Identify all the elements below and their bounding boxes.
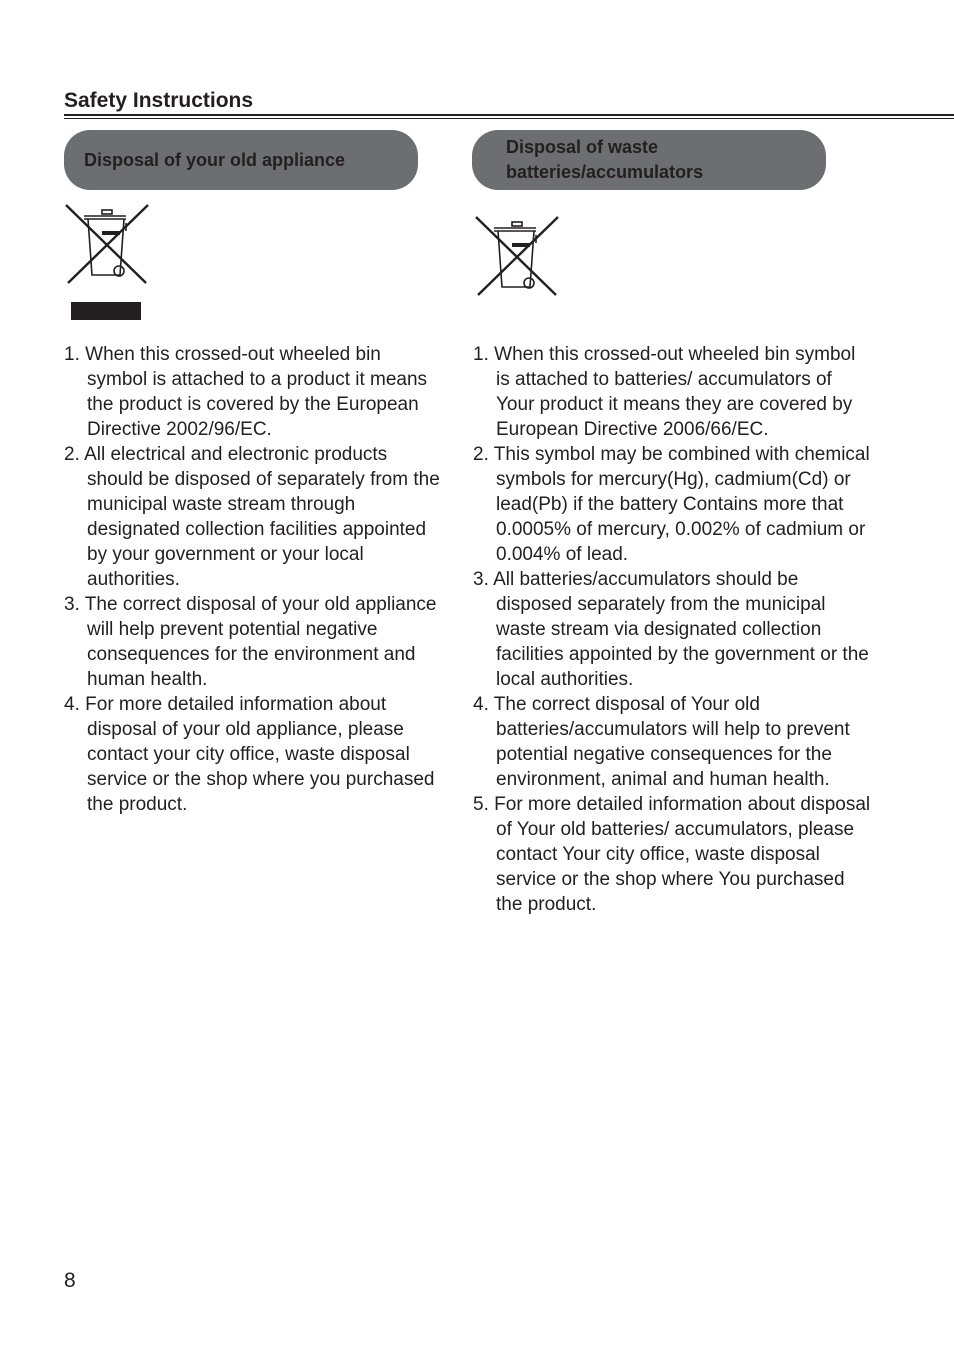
- page-number: 8: [64, 1269, 76, 1292]
- list-item: 4. The correct disposal of Your old batteries/accumulators will help to prevent potential negative consequences for the environment, animal and human health.: [473, 694, 850, 790]
- list-item: 1. When this crossed-out wheeled bin symbol is attached to batteries/ accumulators of Your product it means they are covered by European Directive 2006/66/EC.: [473, 344, 856, 440]
- list-item: 2. All electrical and electronic products should be disposed of separately from the municipal waste stream through designated collection facilities appointed by your government or your local authorities.: [64, 444, 440, 590]
- crossed-out-wheeled-bin-icon: [64, 203, 150, 287]
- page-title: Safety Instructions: [64, 89, 254, 112]
- battery-disposal-heading: Disposal of waste batteries/accumulators: [506, 137, 704, 182]
- battery-disposal-heading-pill: [472, 130, 826, 190]
- title-rule-thin: [64, 118, 954, 119]
- title-rule-thick: [64, 114, 954, 116]
- appliance-disposal-list: [64, 342, 444, 817]
- battery-disposal-list: [473, 342, 873, 917]
- crossed-out-wheeled-bin-icon: [474, 215, 560, 299]
- list-item: 5. For more detailed information about disposal of Your old batteries/ accumulators, please contact Your city office, waste disposal service or the shop where You purchased the product.: [473, 794, 871, 915]
- appliance-disposal-heading: Disposal of your old appliance: [84, 149, 346, 170]
- list-item: 2. This symbol may be combined with chemical symbols for mercury(Hg), cadmium(Cd) or lead(Pb) if the battery Contains more that 0.0005% of mercury, 0.002% of cadmium or 0.004% of lead.: [473, 444, 870, 565]
- appliance-disposal-heading-pill: [64, 130, 418, 190]
- list-item: 3. The correct disposal of your old appliance will help prevent potential negative consequences for the environment and human health.: [64, 594, 437, 690]
- list-item: 1. When this crossed-out wheeled bin symbol is attached to a product it means the product is covered by the European Directive 2002/96/EC.: [64, 344, 428, 440]
- list-item: 3. All batteries/accumulators should be disposed separately from the municipal waste stream via designated collection facilities appointed by the government or the local authorities.: [473, 569, 869, 690]
- separate-collection-bar: [71, 302, 141, 320]
- list-item: 4. For more detailed information about disposal of your old appliance, please contact your city office, waste disposal service or the shop where you purchased the product.: [64, 694, 435, 815]
